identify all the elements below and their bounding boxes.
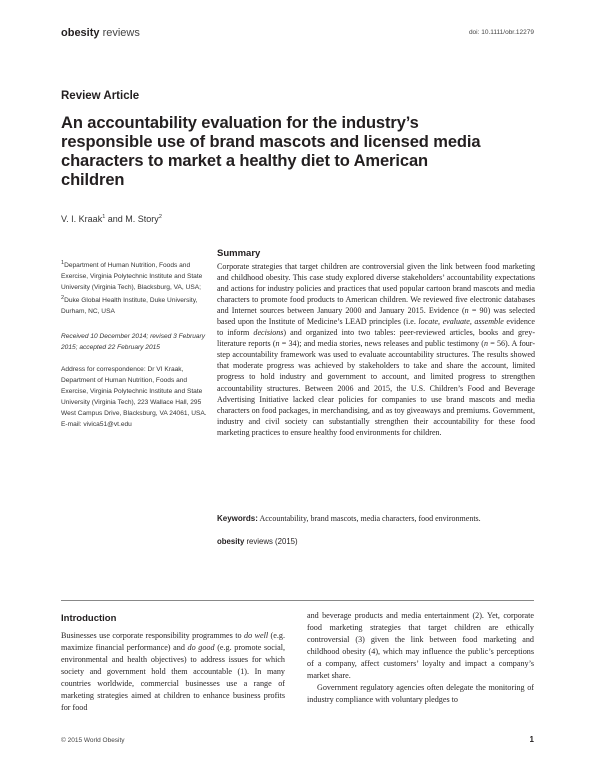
affil-sup: 2 [61,295,65,302]
section-divider [61,600,534,601]
summary-italic: evaluate [442,317,470,327]
summary-segment: Corporate strategies that target children are controversial given the link between food marketing and childhood obesity. This case study explored diverse stakeholders’ accountability expectations and actions for industry policies and practices that used popular cartoon brand mascots and media characters to promote food products to American children. We reviewed five electronic databases and Internet sources between January 2000 and January 2015. Evidence ( [217,262,535,316]
journal-name [61,27,140,39]
affil-sup: 1 [61,260,65,266]
intro-right-column [307,610,534,706]
doi[interactable]: doi: 10.1111/obr.12279 [468,29,534,36]
author-conjunction: and [105,214,126,224]
introduction-heading: Introduction [61,613,117,624]
summary-italic: n [275,339,280,349]
page-header [61,27,534,41]
summary-segment: = 34); and media stories, news releases and public testimony ( [279,339,484,349]
summary-italic: decisions [253,328,284,338]
summary-text [217,261,535,438]
affil-text: Department of Human Nutrition, Foods and Exercise, Virginia Polytechnic Institute and State University (Virginia Tech), Blacksburg, VA, USA; [61,262,203,292]
summary-italic: n [483,339,488,349]
affil-text: Duke Global Health Institute, Duke University, Durham, NC, USA [61,297,198,316]
received-dates: Received 10 December 2014; revised 3 February 2015; accepted 22 February 2015 [61,333,206,351]
summary-heading: Summary [217,248,261,259]
summary-segment: = 90) was selected based upon the Institute of Medicine’s LEAD principles (i.e. [217,306,535,327]
journal-name-bold: obesity [61,27,100,39]
page-number: 1 [529,735,534,744]
keywords-text: Accountability, brand mascots, media characters, food environments. [257,514,481,523]
correspondence [61,364,211,430]
intro-segment: (e.g. promote social, environmental and health objectives) to address issues for which society and government hold them accountable (1). In many countries worldwide, commercial businesses use a range of marketing strategies aimed at children to enhance business profits for food [61,643,285,712]
journal-citation [217,537,298,546]
keywords-label: Keywords: [217,514,258,523]
summary-segment: = 56). A four-step accountability framework was used to evaluate accountability structures. The results showed that moderate progress was achieved by stakeholders to take and share the account, limited progress to hold industry and government to account, and limited progress to strengthen accountability structures. Between 2006 and 2015, the U.S. Children’s Food and Beverage Advertising Initiative lacked clear policies for companies to use brand mascots and media characters on food packages, in merchandising, and as toy giveaways and premiums. Government, industry and civil society can substantially strengthen their accountability for these food marketing practices to ensure healthy food environments for children. [217,339,535,437]
summary-segment: , [469,317,475,327]
affiliations [61,258,211,317]
summary-segment: ) and organized into two tables: peer-reviewed articles, books and grey-literature reports ( [217,328,536,349]
intro-left-column [61,630,285,714]
intro-segment: (e.g. maximize financial performance) and [61,631,285,652]
summary-italic: assemble [474,317,504,327]
journal-name-light: reviews [102,27,140,39]
summary-segment: , [438,317,443,327]
summary-segment: evidence to inform [217,317,535,338]
author-affil-sup: 2 [158,214,162,220]
authors [61,214,162,224]
correspondence-address: Address for correspondence: Dr VI Kraak, Department of Human Nutrition, Foods and Exercise, Virginia Polytechnic Institute and State University (Virginia Tech), 223 Wallace Hall, 295 West Campus Drive, Blacksburg, VA 24061, USA. [61,366,207,417]
summary-italic: n [464,306,469,316]
copyright: © 2015 World Obesity [61,737,125,744]
intro-italic: do well [244,631,269,640]
article-title: An accountability evaluation for the industry’s responsible use of brand mascots and licensed media characters to market a healthy diet to American children [61,114,481,189]
citation-rest: reviews (2015) [244,537,298,546]
summary-italic: locate [418,317,439,327]
citation-bold: obesity [217,537,245,546]
intro-italic: do good [187,643,215,652]
keywords [217,514,537,523]
intro-segment: Businesses use corporate responsibility programmes to [61,631,244,640]
author-affil-sup: 1 [102,214,106,220]
article-type: Review Article [61,90,140,102]
intro-paragraph: and beverage products and media entertainment (2). Yet, corporate food marketing strategies that target children are ethically controversial (3) given the link between food marketing and childhood obesity (4), which may influence the public’s perceptions of a company, affect customers’ loyalty and impact a company’s market share. [307,611,534,680]
correspondence-email[interactable]: E-mail: vivica51@vt.edu [61,421,132,428]
author-name: V. I. Kraak [61,214,103,224]
author-name: M. Story [125,214,159,224]
intro-paragraph: Government regulatory agencies often delegate the monitoring of industry compliance with voluntary pledges to [307,683,534,704]
